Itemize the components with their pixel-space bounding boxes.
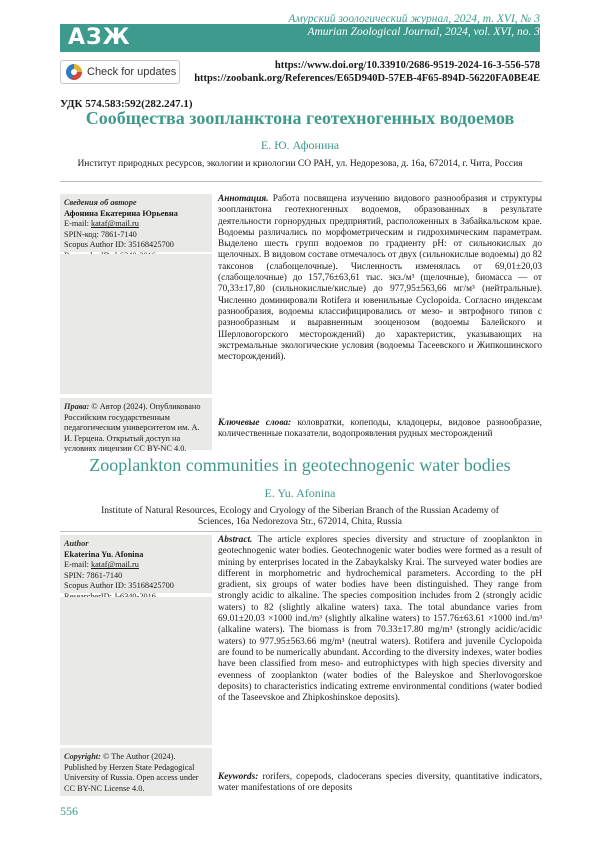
author-spin: SPIN-код: 7861-7140	[64, 229, 137, 239]
author-info-ru	[60, 194, 212, 252]
rights-label: Права:	[64, 402, 90, 411]
affiliation-en: Institute of Natural Resources, Ecology and Cryology of the Siberian Branch of the Russian Academy of Sciences, 16a Nedorezova Str., 672014, Chita, Russia	[101, 506, 499, 527]
email-label: E-mail:	[64, 560, 91, 570]
author-info-en	[60, 535, 212, 593]
author-ru: Е. Ю. Афонина	[260, 138, 340, 152]
check-for-updates-label: Check for updates	[87, 66, 177, 78]
sidebar-spacer-ru	[60, 254, 212, 394]
doi-block	[194, 59, 540, 85]
abstract-label: Abstract.	[218, 535, 253, 545]
author-scopus: Scopus Author ID: 35168425700	[64, 240, 174, 250]
email-label: E-mail:	[64, 219, 91, 229]
journal-title-ru: Амурский зоологический журнал, 2024, т. XVI, № 3	[288, 13, 540, 25]
article-title-en: Zooplankton communities in geotechnogenic water bodies	[89, 455, 511, 475]
author-name: Ekaterina Yu. Afonina	[64, 549, 144, 559]
rights-ru	[60, 398, 212, 454]
keywords-text: коловратки, копеподы, кладоцеры, видовое разнообразие, количественные показатели, водопроявления рудных месторождений	[218, 418, 542, 440]
author-spin: SPIN: 7861-7140	[64, 570, 123, 580]
rights-text: © The Author (2024). Published by Herzen State Pedagogical University of Russia. Open access under CC BY-NC License 4.0.	[64, 752, 199, 793]
author-info-heading: Сведения об авторе	[64, 198, 137, 207]
author-email	[64, 560, 208, 571]
rights-label: Copyright:	[64, 752, 101, 761]
abstract-ru	[218, 194, 542, 363]
journal-info	[288, 13, 540, 52]
rights-text: © Автор (2024). Опубликовано Российским государственным педагогическим университетом им. А. И. Герцена. Открытый доступ на условиях лицензии CC BY-NC 4.0.	[64, 402, 201, 454]
keywords-en	[218, 772, 542, 795]
email-link[interactable]: kataf@mail.ru	[90, 219, 139, 229]
journal-logo: АЗЖ	[60, 24, 139, 52]
journal-title-en: Amurian Zoological Journal, 2024, vol. XVI, no. 3	[307, 26, 540, 38]
author-name: Афонина Екатерина Юрьевна	[64, 208, 178, 218]
author-email	[64, 219, 208, 230]
rights-en	[60, 748, 212, 796]
affiliation-ru: Институт природных ресурсов, экологии и криологии СО РАН, ул. Недорезова, д. 16а, 672014, г. Чита, Россия	[77, 159, 523, 169]
zoobank-link[interactable]: https://zoobank.org/References/E65D940D-57EB-4F65-894D-56220FA0BE4E	[194, 73, 540, 84]
check-for-updates-button[interactable]	[60, 60, 180, 84]
crossmark-icon	[66, 64, 82, 80]
journal-url[interactable]: www.azjournal.ru	[457, 39, 540, 51]
sidebar-spacer-en	[60, 597, 212, 745]
email-link[interactable]: kataf@mail.ru	[90, 560, 139, 570]
article-title-ru: Сообщества зоопланктона геотехногенных водоемов	[85, 108, 515, 128]
author-en: E. Yu. Afonina	[264, 486, 336, 500]
abstract-label: Аннотация.	[218, 194, 269, 204]
keywords-text: rorifers, copepods, cladocerans species diversity, quantitative indicators, water manifestations of ore deposits	[218, 772, 542, 794]
author-info-heading: Author	[64, 539, 89, 548]
doi-link[interactable]: https://www.doi.org/10.33910/2686-9519-2024-16-3-556-578	[274, 60, 540, 71]
keywords-label: Keywords:	[218, 772, 259, 782]
page-number: 556	[60, 804, 78, 818]
divider	[60, 181, 542, 182]
udc-code: УДК 574.583:592(282.247.1)	[60, 98, 193, 110]
abstract-text: The article explores species diversity and structure of zooplankton in geotechnogenic water bodies. Geotechnogenic water bodies were formed as a result of mining by enterprises located in the Zabaykalsky Krai. The surveyed water bodies are different in morphometric and hydrochemical parameters. According to the pH gradient, six groups of water bodies have been distinguished. They range from strongly acidic to alkaline. The species composition includes from 2 (strongly acidic waters) to 82 (slightly alkaline waters) taxa. The total abundance varies from 69.01±20.03 ×1000 ind./m³ (slightly alkaline waters) to 157.76±63.61 ×1000 ind./m³ (alkaline waters). The biomass is from 70.33±17.80 mg/m³ (strongly acidic/acidic waters) to 977.95±563.66 mg/m³ (neutral waters). Rotifera and juvenile Cyclopoida are found to be numerically abundant. According to the diversity indexes, water bodies have been classified from meso- and eutrophictypes with high species diversity and evenness of zooplankton (water bodies of the Baleyskoe and Sherlovogorskoe deposits) to characteristics indicating extreme environmental conditions (water bodied of the Taseevskoe and Zhipkoshinskoe deposits).	[218, 535, 542, 704]
divider	[60, 531, 542, 532]
author-scopus: Scopus Author ID: 35168425700	[64, 581, 174, 591]
abstract-en	[218, 535, 542, 704]
keywords-label: Ключевые слова:	[218, 418, 292, 428]
keywords-ru	[218, 418, 542, 441]
abstract-text: Работа посвящена изучению видового разнообразия и структуры зоопланктона геотехногенных водоемов, образованных в результате деятельности горнорудных предприятий, расположенных в Забайкальском крае. Водоемы различались по морфометрическим и гидрохимическим параметрам. Выделено шесть групп водоемов по градиенту pH: от сильнокислых до щелочных. В видовом составе отмечалось от двух (сильнокислые водоемы) до 82 таксонов (слабощелочные). Численность изменялась от 69,01±20,03 (слабощелочные) до 157,76±63,61 тыс. экз./м³ (щелочные), биомасса — от 70,33±17,80 (сильнокислые/кислые) до 977,95±563,66 мг/м³ (нейтральные). Численно доминировали Rotifera и ювенильные Cyclopoida. Согласно индексам разнообразия, водоемы классифицировались от мезо- и эвтрофного типов с разнообразным и выравненным зооценозом (водоемы Балейского и Шерловогорского месторождений) до характеристик, указывающих на экстремальные экологические условия (водоемы Тасеевского и Жипкошинского месторождений).	[218, 194, 542, 363]
